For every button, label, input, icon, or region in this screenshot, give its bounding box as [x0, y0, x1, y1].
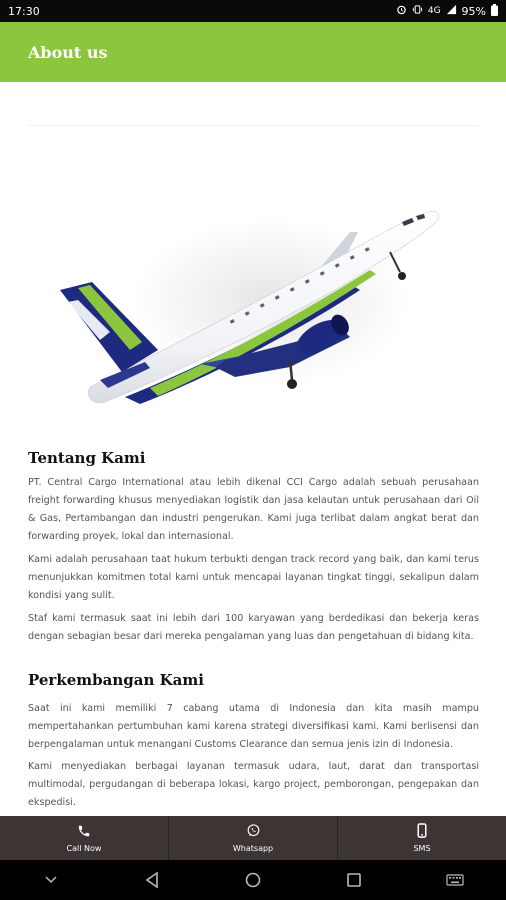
- whatsapp-button[interactable]: [169, 816, 338, 860]
- mobile-icon: [417, 823, 427, 840]
- call-now-label: Call Now: [66, 843, 102, 853]
- signal-icon: [446, 4, 457, 18]
- airplane-image: [50, 192, 450, 442]
- whatsapp-icon: [246, 823, 261, 840]
- paragraph: Kami adalah perusahaan taat hukum terbukti dengan track record yang baik, dan kami terus menunjukkan komitmen total kami untuk mencapai layanan tingkat tinggi, sekalipun dalam kondisi yang sulit.: [28, 554, 479, 601]
- alarm-icon: [396, 4, 407, 18]
- chevron-down-icon[interactable]: [31, 865, 71, 895]
- vibrate-icon: [412, 4, 423, 18]
- paragraph: Staf kami termasuk saat ini lebih dari 100 karyawan yang berdedikasi dan bekerja keras dengan sebagian besar dari mereka pengalaman yang luas dan pengetahuan di bidang kita.: [28, 613, 479, 642]
- call-now-button[interactable]: [0, 816, 169, 860]
- paragraph: Kami menyediakan berbagai layanan termasuk udara, laut, darat dan transportasi multimodal, pergudangan di beberapa lokasi, kargo project, pemborongan, pengepakan dan ekspedisi.: [28, 761, 479, 808]
- paragraph: Saat ini kami memiliki 7 cabang utama di Indonesia dan kita masih mampu mempertahankan pertumbuhan kami karena strategi diversifikasi kami. Kami berlisensi dan berpengalaman untuk menangani Customs Clearance dan semua jenis izin di Indonesia.: [28, 703, 479, 750]
- divider: [28, 125, 478, 126]
- recents-button[interactable]: [334, 865, 374, 895]
- section-title-perkembangan-kami: Perkembangan Kami: [28, 671, 204, 689]
- bottom-nav: [0, 816, 506, 860]
- content-area[interactable]: [0, 82, 506, 816]
- section-title-tentang-kami: Tentang Kami: [28, 449, 146, 467]
- page-title: About us: [28, 42, 108, 62]
- whatsapp-label: Whatsapp: [232, 844, 274, 853]
- status-time: 17:30: [8, 4, 40, 18]
- battery-label: 95%: [461, 4, 486, 18]
- sms-button[interactable]: [338, 816, 506, 860]
- network-label: 4G: [427, 6, 441, 16]
- paragraph: PT. Central Cargo International atau lebih dikenal CCI Cargo adalah sebuah perusahaan freight forwarding khusus menyediakan logistik dan jasa kelautan untuk perusahaan dari Oil & Gas, Pertambangan dan industri pengerukan. Kami juga terlibat dalam angkat berat dan forwarding proyek, lokal dan internasional.: [28, 477, 479, 542]
- battery-icon: [491, 4, 498, 19]
- system-nav-bar: [0, 860, 506, 900]
- status-icons: [396, 4, 498, 19]
- app-bar: [0, 22, 506, 82]
- keyboard-icon[interactable]: [435, 865, 475, 895]
- back-button[interactable]: [132, 865, 172, 895]
- status-bar: [0, 0, 506, 22]
- sms-label: SMS: [413, 844, 431, 853]
- home-button[interactable]: [233, 865, 273, 895]
- phone-icon: [77, 824, 91, 840]
